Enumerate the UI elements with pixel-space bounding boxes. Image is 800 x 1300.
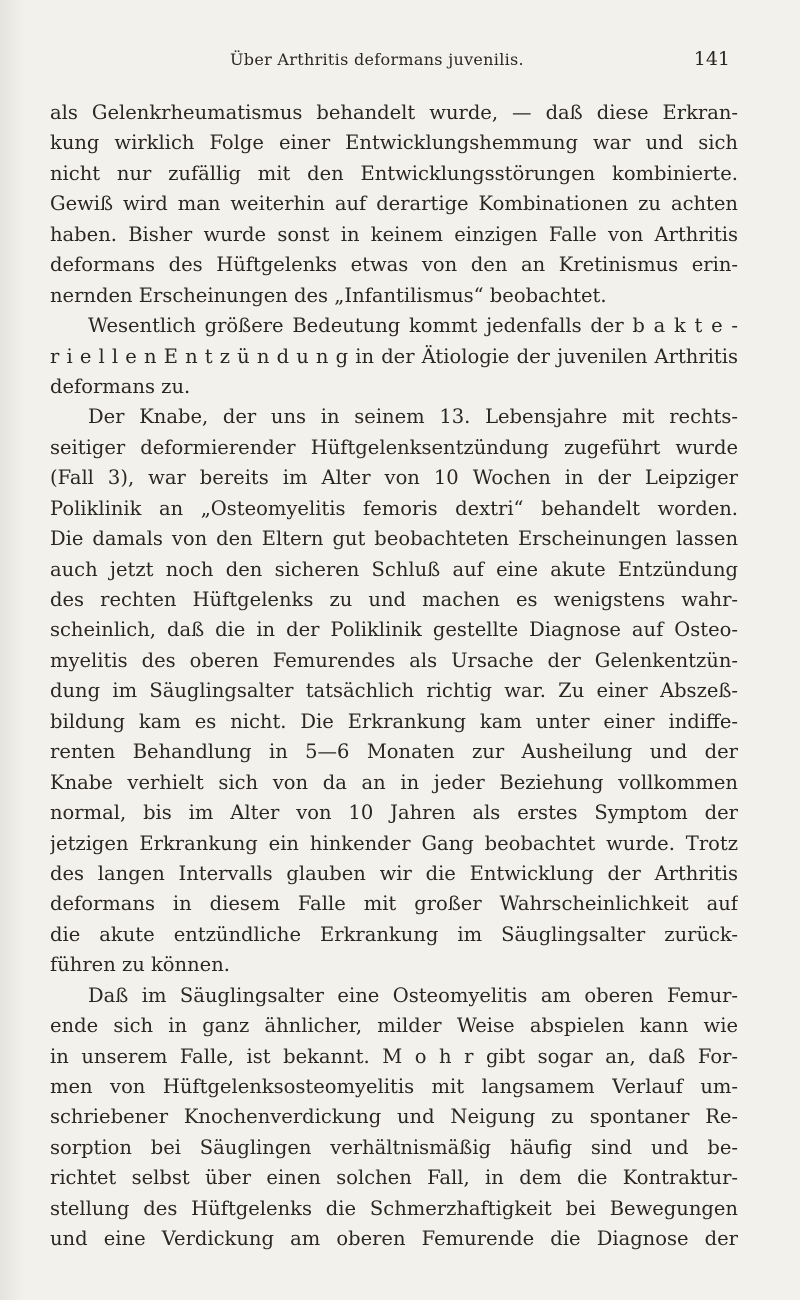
text-line: stellung des Hüftgelenks die Schmerzhaftigkeit bei Bewegungen [50,1196,738,1220]
text-line: seitiger deformierender Hüftgelenksentzündung zugeführt wurde [50,435,738,459]
body-text [50,98,738,1255]
text-line: die akute entzündliche Erkrankung im Säuglingsalter zurück- [50,922,738,946]
text-line: Daß im Säuglingsalter eine Osteomyelitis am oberen Femur- [88,983,738,1007]
text-line: Wesentlich größere Bedeutung kommt jedenfalls der b a k t e - [88,314,738,338]
text-line: des langen Intervalls glauben wir die Entwicklung der Arthritis [50,861,738,885]
text-line: nernden Erscheinungen des „Infantilismus“ beobachtet. [50,283,607,307]
text-line: deformans des Hüftgelenks etwas von den an Kretinismus erin- [50,253,738,277]
running-head [0,50,800,76]
text-line: myelitis des oberen Femurendes als Ursache der Gelenkentzün- [50,648,738,672]
running-title: Über Arthritis deformans juvenilis. [230,50,524,69]
text-line: (Fall 3), war bereits im Alter von 10 Wochen in der Leipziger [50,466,738,490]
text-line: sorption bei Säuglingen verhältnismäßig häufig sind und be- [50,1135,738,1159]
text-line: r i e l l e n E n t z ü n d u n g in der Ätiologie der juvenilen Arthritis [50,344,738,368]
text-line: auch jetzt noch den sicheren Schluß auf eine akute Entzündung [50,557,738,581]
text-line: Der Knabe, der uns in seinem 13. Lebensjahre mit rechts- [88,405,738,429]
text-line: renten Behandlung in 5—6 Monaten zur Ausheilung und der [50,740,738,764]
text-line: Knabe verhielt sich von da an in jeder Beziehung vollkommen [50,770,738,794]
text-line: dung im Säuglingsalter tatsächlich richtig war. Zu einer Abszeß- [50,679,738,703]
text-line: Die damals von den Eltern gut beobachteten Erscheinungen lassen [50,527,738,551]
text-line: des rechten Hüftgelenks zu und machen es wenigstens wahr- [50,588,738,611]
text-line: Gewiß wird man weiterhin auf derartige Kombinationen zu achten [50,192,738,216]
text-line: nicht nur zufällig mit den Entwicklungsstörungen kombinierte. [50,161,738,185]
text-line: ende sich in ganz ähnlicher, milder Weise abspielen kann wie [50,1014,738,1038]
text-line: jetzigen Erkrankung ein hinkender Gang beobachtet wurde. Trotz [50,831,738,855]
text-line: deformans in diesem Falle mit großer Wahrscheinlichkeit auf [50,892,738,916]
text-line: bildung kam es nicht. Die Erkrankung kam unter einer indiffe- [50,709,738,733]
text-line: men von Hüftgelenksosteomyelitis mit langsamem Verlauf um- [50,1075,738,1098]
text-line: in unserem Falle, ist bekannt. M o h r gibt sogar an, daß For- [50,1044,738,1068]
text-line: kung wirklich Folge einer Entwicklungshemmung war und sich [50,131,738,155]
text-line: haben. Bisher wurde sonst in keinem einzigen Falle von Arthritis [50,222,738,246]
text-line: Poliklinik an „Osteomyelitis femoris dextri“ behandelt worden. [50,496,738,520]
text-line: richtet selbst über einen solchen Fall, in dem die Kontraktur- [50,1166,738,1190]
page-number: 141 [693,48,730,70]
text-line: scheinlich, daß die in der Poliklinik gestellte Diagnose auf Osteo- [50,618,738,642]
text-line: normal, bis im Alter von 10 Jahren als erstes Symptom der [50,801,738,825]
text-line: deformans zu. [50,374,191,398]
text-line: als Gelenkrheumatismus behandelt wurde, — daß diese Erkran- [50,101,738,124]
text-line: und eine Verdickung am oberen Femurende die Diagnose der [50,1227,738,1251]
text-line: führen zu können. [50,953,230,977]
text-line: schriebener Knochenverdickung und Neigung zu spontaner Re- [50,1105,738,1129]
